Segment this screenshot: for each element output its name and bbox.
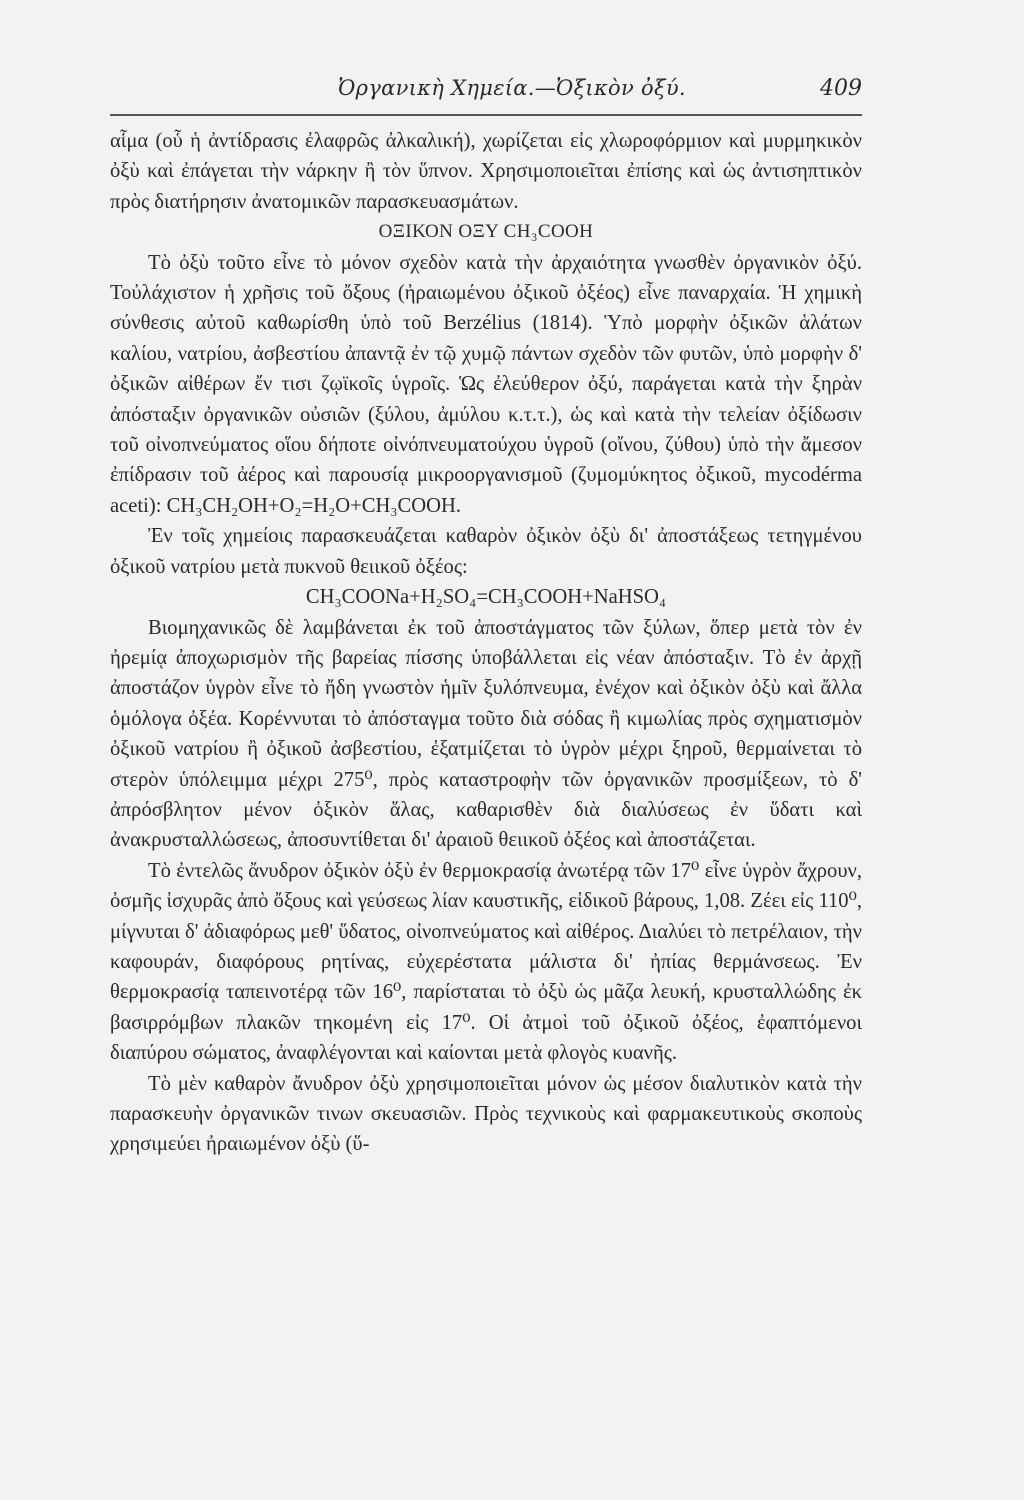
header-rule — [110, 114, 862, 116]
paragraph-5: Τὸ ἐντελῶς ἄνυδρον ὀξικὸν ὀξὺ ἐν θερμοκρασίᾳ ἀνωτέρᾳ τῶν 17⁰ εἶνε ὑγρὸν ἄχρουν, ὀσμῆς ἰσχυρᾶς ἀπὸ ὄξους καὶ γεύσεως λίαν καυστικῆς, εἰδικοῦ βάρους, 1,08. Ζέει εἰς 110⁰, μίγνυται δ' ἀδιαφόρως μεθ' ὕδατος, οἰνοπνεύματος καὶ αἰθέρος. Διαλύει τὸ πετρέλαιον, τὴν καφουράν, διαφόρους ρητίνας, εὐχερέστατα μάλιστα δι' ἠπίας θερμάνσεως. Ἐν θερμοκρασίᾳ ταπεινοτέρᾳ τῶν 16⁰, παρίσταται τὸ ὀξὺ ὡς μᾶζα λευκή, κρυσταλλώδης ἐκ βασιρρόμβων πλακῶν τηκομένη εἰς 17⁰. Οἱ ἀτμοὶ τοῦ ὀξικοῦ ὀξέος, ἐφαπτόμενοι διαπύρου σώματος, ἀναφλέγονται καὶ καίονται μετὰ φλογὸς κυανῆς. — [110, 859, 862, 1065]
paragraph-6: Τὸ μὲν καθαρὸν ἄνυδρον ὀξὺ χρησιμοποιεῖται μόνον ὡς μέσον διαλυτικὸν κατὰ τὴν παρασκευὴν ὀργανικῶν τινων σκευασιῶν. Πρὸς τεχνικοὺς καὶ φαρμακευτικοὺς σκοποὺς χρησιμεύει ἠραιωμένον ὀξὺ (ὕ- — [110, 1072, 862, 1156]
paragraph-1: αἷμα (οὗ ἡ ἀντίδρασις ἐλαφρῶς ἀλκαλική), χωρίζεται εἰς χλωροφόρμιον καὶ μυρμηκικὸν ὀξὺ καὶ ἐπάγεται τὴν νάρκην ἢ τὸν ὕπνον. Χρησιμοποιεῖται ἐπίσης καὶ ὡς ἀντισηπτικὸν πρὸς διατήρησιν ἀνατομικῶν παρασκευασμάτων. — [110, 130, 862, 213]
equation: CH₃COONa+H₂SO₄=CH₃COOH+NaHSO₄ — [305, 586, 667, 609]
paragraph-2: Τὸ ὀξὺ τοῦτο εἶνε τὸ μόνον σχεδὸν κατὰ τὴν ἀρχαιότητα γνωσθὲν ὀργανικὸν ὀξύ. Τοὐλάχιστον ἡ χρῆσις τοῦ ὄξους (ἠραιωμένου ὀξικοῦ ὀξέος) εἶνε παναρχαία. Ἡ χημικὴ σύνθεσις αὐτοῦ καθωρίσθη ὑπὸ τοῦ Berzélius (1814). Ὑπὸ μορφὴν ὀξικῶν ἁλάτων καλίου, νατρίου, ἀσβεστίου ἀπαντᾷ ἐν τῷ χυμῷ πάντων σχεδὸν τῶν φυτῶν, ὑπὸ μορφὴν δ' ὀξικῶν αἰθέρων ἔν τισι ζῳϊκοῖς ὑγροῖς. Ὡς ἐλεύθερον ὀξύ, παράγεται κατὰ τὴν ξηρὰν ἀπόσταξιν ὀργανικῶν οὐσιῶν (ξύλου, ἀμύλου κ.τ.τ.), ὡς καὶ κατὰ τὴν τελείαν ὀξίδωσιν τοῦ οἰνοπνεύματος οἵου δήποτε οἰνόπνευματούχου ὑγροῦ (οἴνου, ζύθου) ὑπὸ τὴν ἄμεσον ἐπίδρασιν τοῦ ἀέρος καὶ παρουσίᾳ μικροοργανισμοῦ (ζυμομύκητος ὀξικοῦ, mycodérma aceti): CH₃CH₂OH+O₂=H₂O+CH₃COOH. — [110, 251, 862, 517]
page-header — [0, 76, 1024, 112]
paragraph-4: Βιομηχανικῶς δὲ λαμβάνεται ἐκ τοῦ ἀποστάγματος τῶν ξύλων, ὅπερ μετὰ τὸν ἐν ἠρεμίᾳ ἀποχωρισμὸν τῆς βαρείας πίσσης ὑποβάλλεται εἰς νέαν ἀπόσταξιν. Τὸ ἐν ἀρχῇ ἀποστάζον ὑγρὸν εἶνε τὸ ἤδη γνωστὸν ἡμῖν ξυλόπνευμα, ἐνέχον καὶ ὀξικὸν ὀξὺ καὶ ἄλλα ὁμόλογα ὀξέα. Κορέννυται τὸ ἀπόσταγμα τοῦτο διὰ σόδας ἢ κιμωλίας πρὸς σχηματισμὸν ὀξικοῦ νατρίου ἢ ὀξικοῦ ἀσβεστίου, ἐξατμίζεται τὸ ὑγρὸν μέχρι ξηροῦ, θερμαίνεται τὸ στερὸν ὑπόλειμμα μέχρι 275⁰, πρὸς καταστροφὴν τῶν ὀργανικῶν προσμίξεων, τὸ δ' ἀπρόσβλητον μένον ὀξικὸν ἅλας, καθαρισθὲν διὰ διαλύσεως ἐν ὕδατι καὶ ἀνακρυσταλλώσεως, ἀποσυντίθεται δι' ἀραιοῦ θειικοῦ ὀξέος καὶ ἀποστάζεται. — [110, 616, 862, 852]
page-number: 409 — [820, 76, 862, 101]
section-title: ΟΞΙΚΟΝ ΟΞΥ CH₃COOH — [378, 221, 594, 243]
running-head: Ὀργανικὴ Χημεία.—Ὀξικὸν ὀξύ. — [338, 76, 686, 100]
paragraph-3: Ἐν τοῖς χημείοις παρασκευάζεται καθαρὸν ὀξικὸν ὀξὺ δι' ἀποστάξεως τετηγμένου ὀξικοῦ νατρίου μετὰ πυκνοῦ θειικοῦ ὀξέος: — [110, 525, 862, 578]
page-body — [110, 126, 862, 1160]
